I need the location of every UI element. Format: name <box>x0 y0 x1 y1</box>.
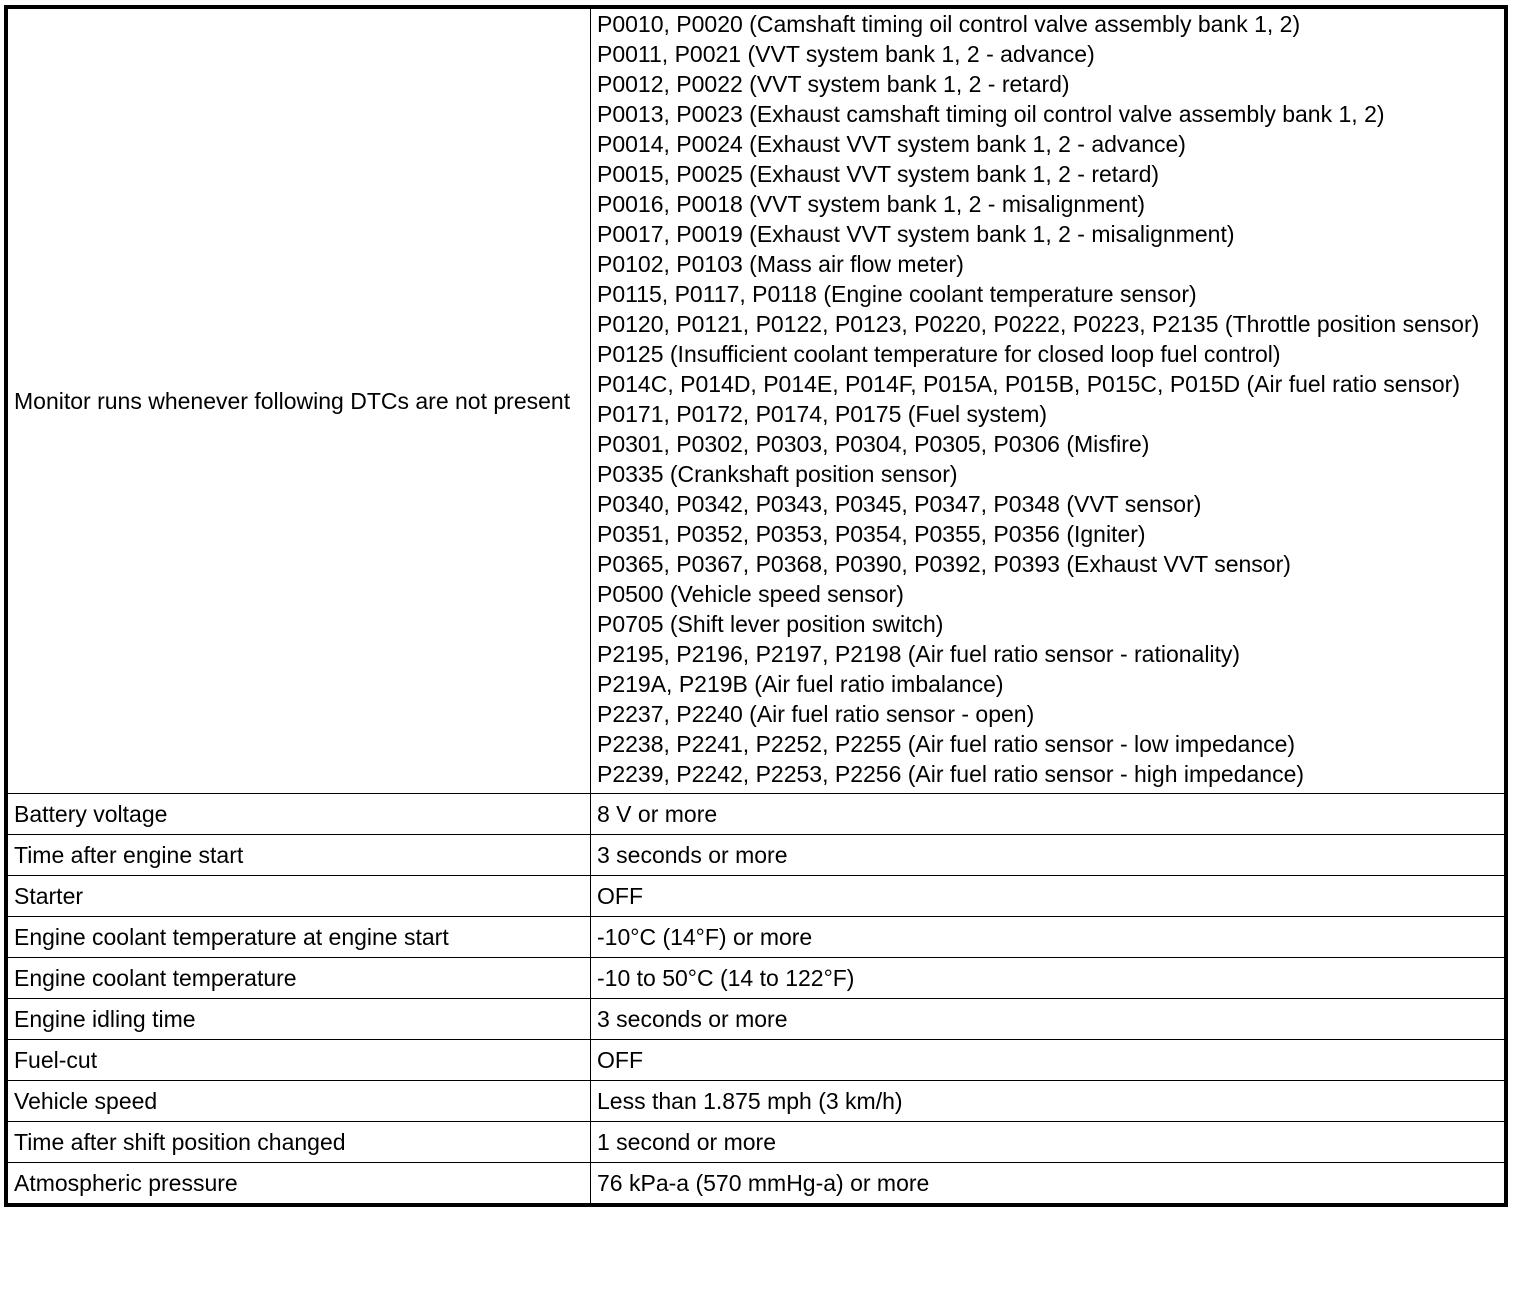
dtc-item: P2237, P2240 (Air fuel ratio sensor - open) <box>597 701 1035 727</box>
dtc-item: P0705 (Shift lever position switch) <box>597 611 944 637</box>
row-label: Vehicle speed <box>6 1081 591 1122</box>
monitor-conditions-table <box>4 5 1508 1207</box>
row-value: 76 kPa-a (570 mmHg-a) or more <box>591 1163 1507 1206</box>
dtc-item: P0171, P0172, P0174, P0175 (Fuel system) <box>597 401 1048 427</box>
dtc-item: P0015, P0025 (Exhaust VVT system bank 1, 2 - retard) <box>597 161 1160 187</box>
table-row-coolant-temp-at-start <box>6 917 1506 958</box>
dtc-item: P219A, P219B (Air fuel ratio imbalance) <box>597 671 1004 697</box>
row-value: OFF <box>591 1040 1507 1081</box>
row-label: Fuel-cut <box>6 1040 591 1081</box>
table-row-starter <box>6 876 1506 917</box>
dtc-item: P2239, P2242, P2253, P2256 (Air fuel ratio sensor - high impedance) <box>597 761 1305 787</box>
row-label: Starter <box>6 876 591 917</box>
row-label: Battery voltage <box>6 794 591 835</box>
row-value: OFF <box>591 876 1507 917</box>
dtc-item: P0010, P0020 (Camshaft timing oil control valve assembly bank 1, 2) <box>597 11 1301 37</box>
row-value: 3 seconds or more <box>591 835 1507 876</box>
row-label: Engine coolant temperature at engine start <box>6 917 591 958</box>
dtc-item: P2238, P2241, P2252, P2255 (Air fuel ratio sensor - low impedance) <box>597 731 1296 757</box>
table-row-coolant-temp <box>6 958 1506 999</box>
dtc-item: P0365, P0367, P0368, P0390, P0392, P0393 (Exhaust VVT sensor) <box>597 551 1291 577</box>
row-value: -10 to 50°C (14 to 122°F) <box>591 958 1507 999</box>
row-label: Engine coolant temperature <box>6 958 591 999</box>
dtc-item: P0102, P0103 (Mass air flow meter) <box>597 251 964 277</box>
row-value: -10°C (14°F) or more <box>591 917 1507 958</box>
row-label: Time after engine start <box>6 835 591 876</box>
dtc-row <box>6 7 1506 794</box>
row-value: 3 seconds or more <box>591 999 1507 1040</box>
table-row-idling-time <box>6 999 1506 1040</box>
dtc-item: P014C, P014D, P014E, P014F, P015A, P015B, P015C, P015D (Air fuel ratio sensor) <box>597 371 1460 397</box>
dtc-item: P0120, P0121, P0122, P0123, P0220, P0222, P0223, P2135 (Throttle position sensor) <box>597 311 1480 337</box>
row-value: Less than 1.875 mph (3 km/h) <box>591 1081 1507 1122</box>
row-label: Time after shift position changed <box>6 1122 591 1163</box>
dtc-item: P0016, P0018 (VVT system bank 1, 2 - misalignment) <box>597 191 1146 217</box>
row-value: 8 V or more <box>591 794 1507 835</box>
table-row-vehicle-speed <box>6 1081 1506 1122</box>
dtc-item: P0500 (Vehicle speed sensor) <box>597 581 904 607</box>
dtc-item: P0340, P0342, P0343, P0345, P0347, P0348 (VVT sensor) <box>597 491 1202 517</box>
dtc-item: P0335 (Crankshaft position sensor) <box>597 461 958 487</box>
dtc-item: P0017, P0019 (Exhaust VVT system bank 1, 2 - misalignment) <box>597 221 1235 247</box>
table-row-atmospheric-pressure <box>6 1163 1506 1206</box>
row-value: 1 second or more <box>591 1122 1507 1163</box>
dtc-list <box>591 7 1507 794</box>
dtc-item: P2195, P2196, P2197, P2198 (Air fuel ratio sensor - rationality) <box>597 641 1241 667</box>
row-label: Engine idling time <box>6 999 591 1040</box>
dtc-item: P0115, P0117, P0118 (Engine coolant temperature sensor) <box>597 281 1197 307</box>
dtc-row-label: Monitor runs whenever following DTCs are not present <box>6 7 591 794</box>
dtc-item: P0011, P0021 (VVT system bank 1, 2 - advance) <box>597 41 1095 67</box>
table-row-battery-voltage <box>6 794 1506 835</box>
row-label: Atmospheric pressure <box>6 1163 591 1206</box>
table-row-fuel-cut <box>6 1040 1506 1081</box>
dtc-item: P0125 (Insufficient coolant temperature for closed loop fuel control) <box>597 341 1281 367</box>
dtc-item: P0301, P0302, P0303, P0304, P0305, P0306 (Misfire) <box>597 431 1150 457</box>
table-row-shift-position <box>6 1122 1506 1163</box>
dtc-item: P0351, P0352, P0353, P0354, P0355, P0356 (Igniter) <box>597 521 1146 547</box>
table-body <box>6 7 1506 1205</box>
table-row-time-after-engine-start <box>6 835 1506 876</box>
dtc-item: P0013, P0023 (Exhaust camshaft timing oil control valve assembly bank 1, 2) <box>597 101 1385 127</box>
dtc-item: P0014, P0024 (Exhaust VVT system bank 1, 2 - advance) <box>597 131 1186 157</box>
dtc-item: P0012, P0022 (VVT system bank 1, 2 - retard) <box>597 71 1070 97</box>
